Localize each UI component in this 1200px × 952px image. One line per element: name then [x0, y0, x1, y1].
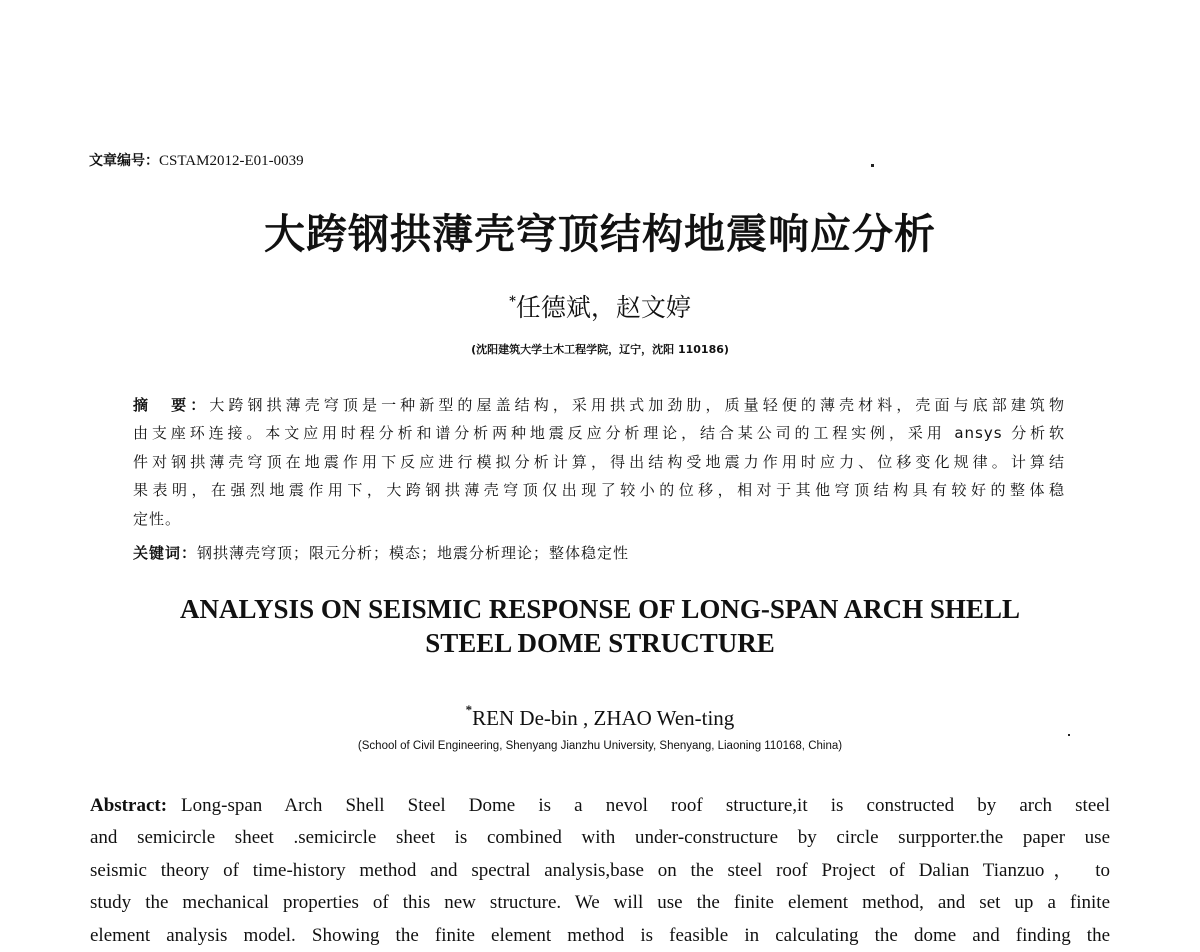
chinese-abstract-label: 摘 要：	[133, 396, 210, 414]
chinese-title: 大跨钢拱薄壳穹顶结构地震响应分析	[264, 210, 936, 258]
english-abstract-line: and semicircle sheet .semicircle sheet is combined with under-constructure by circle surpporter.the paper use	[90, 827, 1110, 849]
chinese-abstract-text: 大跨钢拱薄壳穹顶是一种新型的屋盖结构，采用拱式加劲肋，质量轻便的薄壳材料，壳面与底部建筑物	[209, 396, 1065, 414]
scan-speck	[871, 164, 874, 167]
corresponding-author-marker: *	[465, 702, 473, 717]
english-abstract-line: study the mechanical properties of this new structure. We will use the finite element method, and set up a finite	[90, 892, 1110, 914]
english-title-line: ANALYSIS ON SEISMIC RESPONSE OF LONG-SPAN ARCH SHELL	[180, 594, 1020, 624]
chinese-author-names: 任德斌，赵文婷	[515, 293, 691, 322]
chinese-keywords	[133, 539, 629, 567]
chinese-affiliation: (沈阳建筑大学土木工程学院，辽宁，沈阳 110186)	[471, 343, 729, 356]
chinese-abstract-line: 定性。	[133, 509, 182, 528]
english-abstract	[90, 790, 1110, 952]
english-title-line: STEEL DOME STRUCTURE	[425, 628, 775, 658]
chinese-authors	[0, 284, 1200, 326]
english-abstract-label: Abstract:	[90, 795, 168, 816]
chinese-keywords-text: 钢拱薄壳穹顶；限元分析；模态；地震分析理论；整体稳定性	[197, 544, 630, 562]
english-abstract-line	[90, 790, 1110, 822]
corresponding-author-marker: *	[509, 294, 516, 309]
chinese-abstract-line: 件对钢拱薄壳穹顶在地震作用下反应进行模拟分析计算，得出结构受地震力作用时应力、位移变化规律。计算结	[133, 452, 1065, 471]
english-abstract-line: seismic theory of time-history method and spectral analysis,base on the steel roof Project of Dalian Tianzuo， to	[90, 859, 1110, 881]
chinese-abstract-line: 果表明，在强烈地震作用下，大跨钢拱薄壳穹顶仅出现了较小的位移，相对于其他穹顶结构具有较好的整体稳	[133, 481, 1065, 500]
article-number	[89, 151, 304, 171]
english-author-names: REN De-bin , ZHAO Wen-ting	[472, 706, 735, 730]
english-abstract-line: element analysis model. Showing the finite element method is feasible in calculating the dome and finding the	[90, 924, 1110, 946]
scan-speck	[1068, 734, 1070, 736]
english-authors	[0, 695, 1200, 733]
english-abstract-text: Long-span Arch Shell Steel Dome is a nevol roof structure,it is constructed by arch steel	[181, 795, 1110, 816]
chinese-abstract-line: 由支座环连接。本文应用时程分析和谱分析两种地震反应分析理论，结合某公司的工程实例，采用 ansys 分析软	[133, 424, 1065, 443]
chinese-keywords-label: 关键词：	[133, 544, 198, 562]
chinese-abstract	[133, 391, 1065, 533]
english-title	[0, 592, 1200, 660]
article-number-label: 文章编号：	[89, 153, 159, 169]
english-affiliation: (School of Civil Engineering, Shenyang Jianzhu University, Shenyang, Liaoning 110168, China)	[357, 740, 843, 752]
chinese-abstract-line	[133, 391, 1065, 419]
article-number-value: CSTAM2012-E01-0039	[159, 153, 304, 169]
